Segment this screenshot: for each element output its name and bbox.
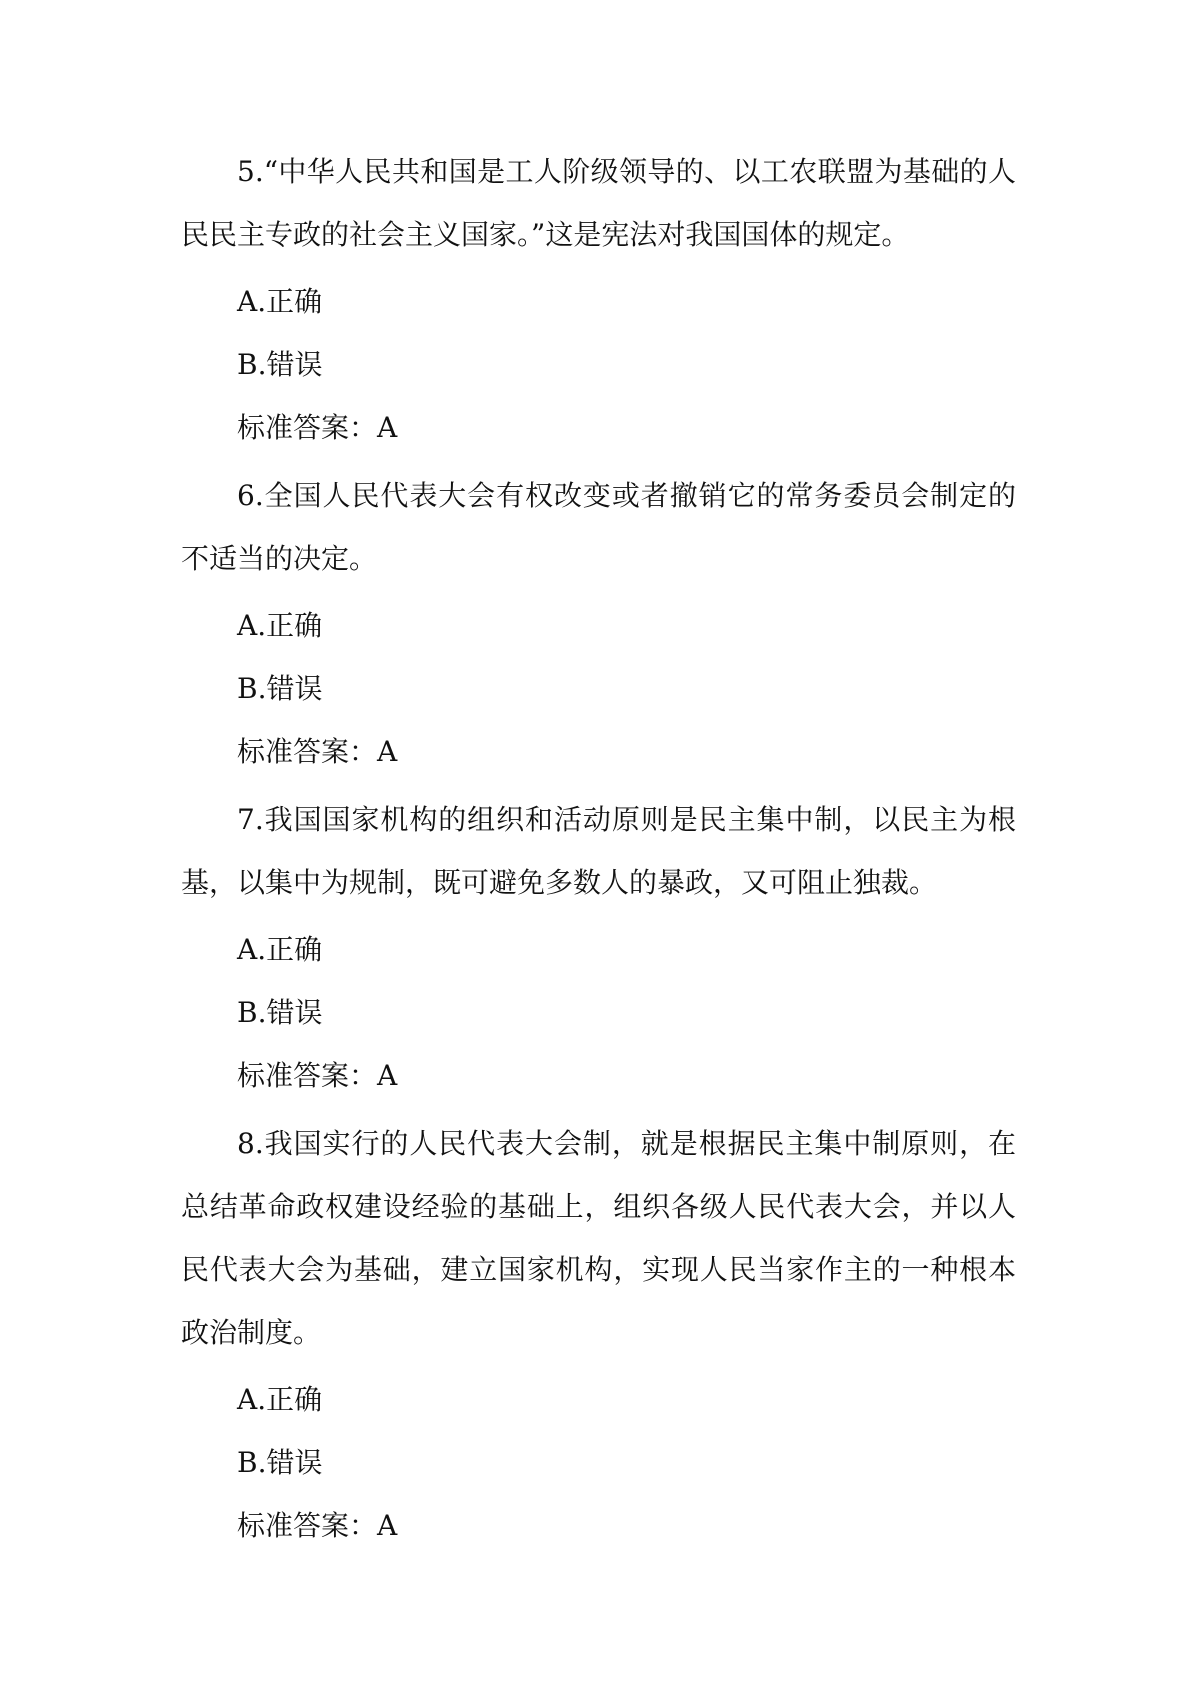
question-block xyxy=(181,464,1016,779)
question-text: 8.我国实行的人民代表大会制，就是根据民主集中制原则，在总结革命政权建设经验的基础上，组织各级人民代表大会，并以人民代表大会为基础，建立国家机构，实现人民当家作主的一种根本政治制度。 xyxy=(181,1127,1016,1349)
option-b: B.错误 xyxy=(237,348,323,381)
question-block xyxy=(181,788,1016,1103)
option-a: A.正确 xyxy=(237,609,323,642)
option-b: B.错误 xyxy=(237,672,323,705)
option-a: A.正确 xyxy=(237,1383,323,1416)
question-list xyxy=(181,140,1016,1562)
question-block xyxy=(181,1112,1016,1553)
standard-answer: 标准答案：A xyxy=(237,1059,398,1092)
question-text: 5.“中华人民共和国是工人阶级领导的、以工农联盟为基础的人民民主专政的社会主义国家。”这是宪法对我国国体的规定。 xyxy=(181,155,1016,251)
standard-answer: 标准答案：A xyxy=(237,1509,398,1542)
option-a: A.正确 xyxy=(237,933,323,966)
option-b: B.错误 xyxy=(237,1446,323,1479)
question-text: 6.全国人民代表大会有权改变或者撤销它的常务委员会制定的不适当的决定。 xyxy=(181,479,1016,575)
standard-answer: 标准答案：A xyxy=(237,735,398,768)
question-block xyxy=(181,140,1016,455)
standard-answer: 标准答案：A xyxy=(237,411,398,444)
option-b: B.错误 xyxy=(237,996,323,1029)
option-a: A.正确 xyxy=(237,285,323,318)
question-text: 7.我国国家机构的组织和活动原则是民主集中制，以民主为根基，以集中为规制，既可避免多数人的暴政，又可阻止独裁。 xyxy=(181,803,1016,899)
